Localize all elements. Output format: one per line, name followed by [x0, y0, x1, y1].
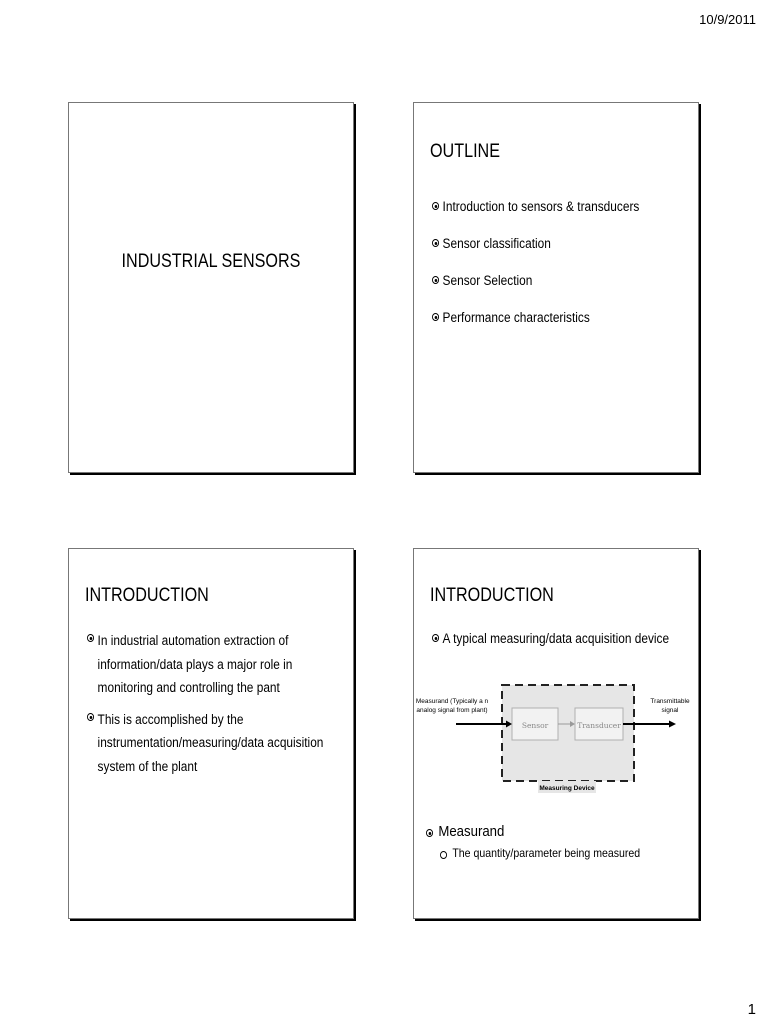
- list-item: This is accomplished by the instrumentation/measuring/data acquisition system of the plant: [87, 708, 316, 779]
- output-label-line-2: signal: [661, 707, 679, 714]
- slide-title: INTRODUCTION: [85, 585, 209, 606]
- sub-bullet-icon: [440, 851, 447, 859]
- bullet-icon: [432, 276, 439, 284]
- outline-list: [432, 197, 692, 345]
- slide-4: [413, 548, 699, 919]
- slide-2: [413, 102, 699, 473]
- term-heading: Measurand: [426, 823, 638, 840]
- transducer-label: Transducer: [577, 721, 621, 730]
- bullet-icon: [432, 239, 439, 247]
- list-item: In industrial automation extraction of information/data plays a major role in monitoring and controlling the pant: [87, 629, 316, 700]
- measuring-device-diagram: [414, 677, 700, 797]
- term-definition: The quantity/parameter being measured: [440, 846, 640, 860]
- slide-3: [68, 548, 354, 919]
- slide-title: OUTLINE: [430, 141, 501, 162]
- slide-title: INTRODUCTION: [430, 585, 554, 606]
- page-number: 1: [747, 1001, 756, 1018]
- list-item: A typical measuring/data acquisition device: [432, 629, 661, 649]
- output-arrowhead: [669, 721, 676, 728]
- list-item: Sensor Selection: [432, 271, 661, 291]
- slide-1: [68, 102, 354, 473]
- list-item: Sensor classification: [432, 234, 661, 254]
- input-label-line-2: analog signal from plant): [416, 707, 488, 714]
- bullet-icon: [426, 829, 433, 837]
- document-date: 10/9/2011: [699, 12, 756, 27]
- intro-list: [432, 629, 692, 649]
- bullet-icon: [432, 202, 439, 210]
- bullet-icon: [432, 634, 439, 642]
- list-item: Performance characteristics: [432, 308, 661, 328]
- list-item: Introduction to sensors & transducers: [432, 197, 661, 217]
- slide-title: INDUSTRIAL SENSORS: [121, 251, 301, 272]
- bullet-icon: [87, 713, 94, 721]
- bullet-icon: [87, 634, 94, 642]
- measurand-definition: [426, 823, 667, 860]
- diagram-caption: Measuring Device: [539, 785, 595, 792]
- intro-list: [87, 629, 347, 786]
- sensor-label: Sensor: [521, 721, 549, 730]
- input-label-line-1: Measurand (Typically a n: [415, 698, 489, 705]
- output-label-line-1: Transmittable: [650, 698, 690, 705]
- bullet-icon: [432, 313, 439, 321]
